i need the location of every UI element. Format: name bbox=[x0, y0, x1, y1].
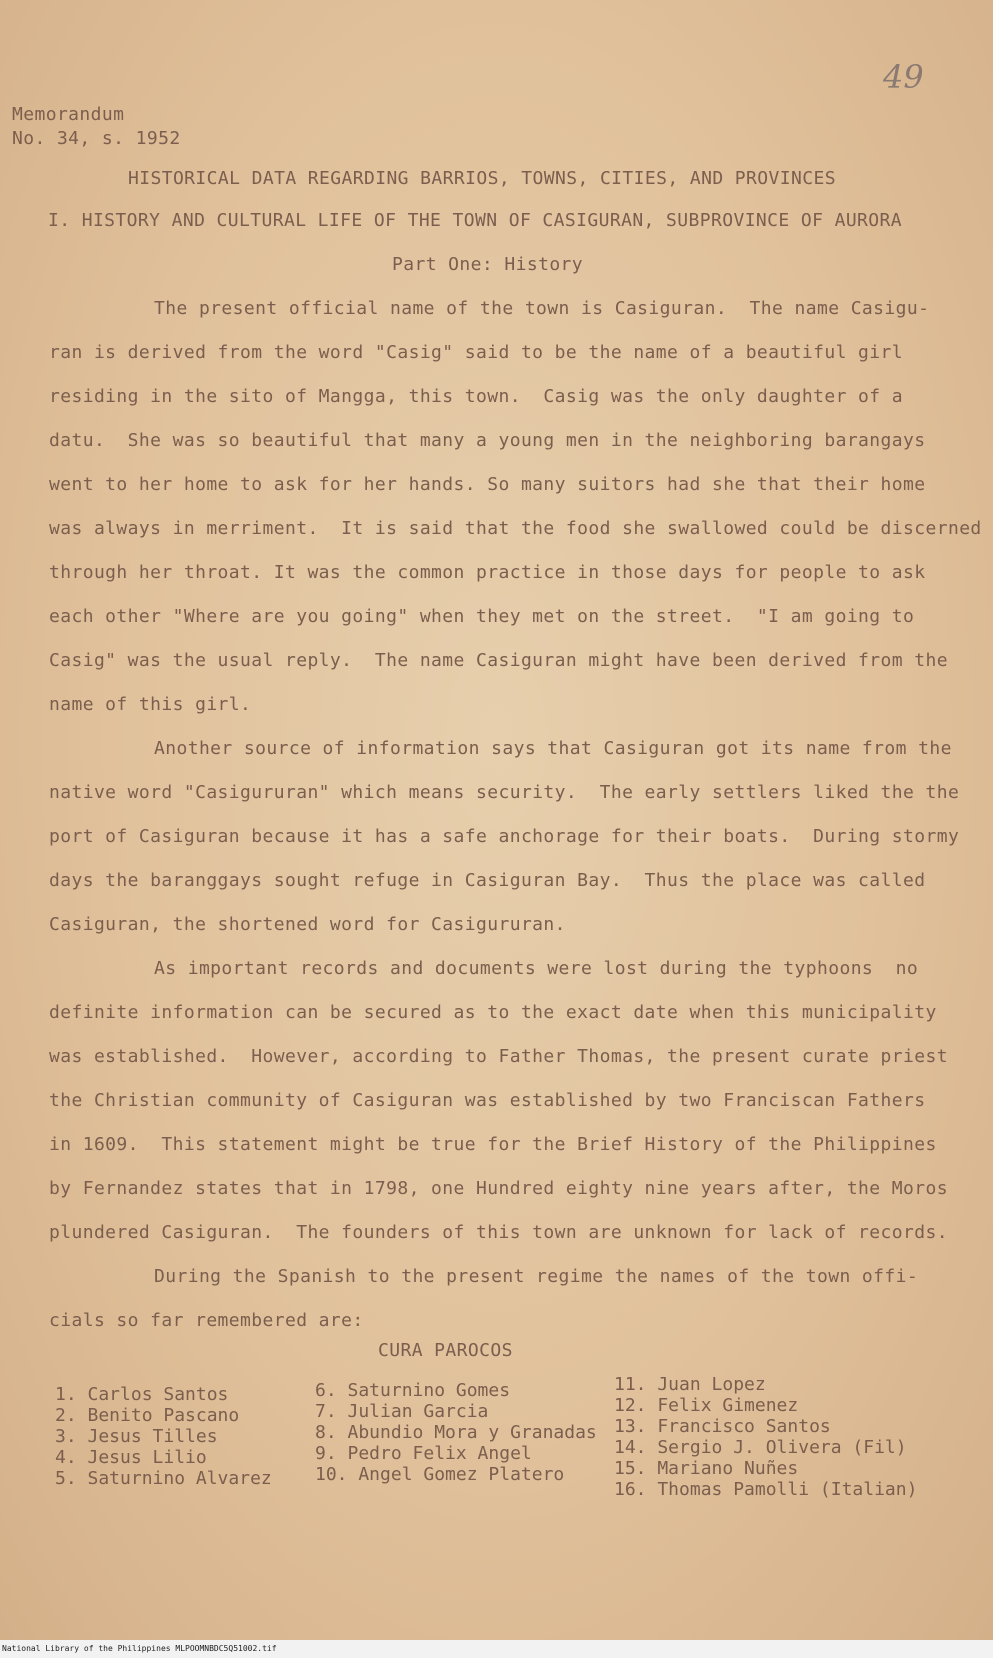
page-number: 49 bbox=[883, 58, 924, 96]
list-item: 3. Jesus Tilles bbox=[55, 1426, 218, 1447]
para2-line4: days the baranggays sought refuge in Casiguran Bay. Thus the place was called bbox=[49, 870, 926, 891]
para2-line3: port of Casiguran because it has a safe anchorage for their boats. During stormy bbox=[49, 826, 960, 847]
priest-list-col3 bbox=[614, 1374, 917, 1500]
para2-line1: Another source of information says that Casiguran got its name from the bbox=[154, 738, 952, 759]
list-item: 2. Benito Pascano bbox=[55, 1405, 240, 1426]
para3-line1: As important records and documents were lost during the typhoons no bbox=[154, 958, 919, 979]
list-item: 13. Francisco Santos bbox=[614, 1416, 831, 1437]
para3-line2: definite information can be secured as to the exact date when this municipality bbox=[49, 1002, 937, 1023]
para2-line5: Casiguran, the shortened word for Casigururan. bbox=[49, 914, 566, 935]
para3-line6: by Fernandez states that in 1798, one Hundred eighty nine years after, the Moros bbox=[49, 1178, 948, 1199]
para1-line8: each other "Where are you going" when they met on the street. "I am going to bbox=[49, 606, 915, 627]
list-item: 1. Carlos Santos bbox=[55, 1384, 229, 1405]
para3-line3: was established. However, according to Father Thomas, the present curate priest bbox=[49, 1046, 948, 1067]
para1-line9: Casig" was the usual reply. The name Casiguran might have been derived from the bbox=[49, 650, 948, 671]
para3-line5: in 1609. This statement might be true for the Brief History of the Philippines bbox=[49, 1134, 937, 1155]
para1-line6: was always in merriment. It is said that the food she swallowed could be discerned bbox=[49, 518, 982, 539]
para1-line7: through her throat. It was the common practice in those days for people to ask bbox=[49, 562, 926, 583]
para3-line7: plundered Casiguran. The founders of this town are unknown for lack of records. bbox=[49, 1222, 948, 1243]
list-item: 14. Sergio J. Olivera (Fil) bbox=[614, 1437, 907, 1458]
para1-line5: went to her home to ask for her hands. So many suitors had she that their home bbox=[49, 474, 926, 495]
para1-line4: datu. She was so beautiful that many a young men in the neighboring barangays bbox=[49, 430, 926, 451]
memo-label: Memorandum bbox=[12, 104, 125, 125]
para1-line3: residing in the sito of Mangga, this town. Casig was the only daughter of a bbox=[49, 386, 904, 407]
para1-line1: The present official name of the town is Casiguran. The name Casigu- bbox=[154, 298, 930, 319]
para4-line2: cials so far remembered are: bbox=[49, 1310, 364, 1331]
para2-line2: native word "Casigururan" which means security. The early settlers liked the the bbox=[49, 782, 960, 803]
para4-line1: During the Spanish to the present regime the names of the town offi- bbox=[154, 1266, 919, 1287]
list-item: 7. Julian Garcia bbox=[315, 1401, 489, 1422]
list-item: 8. Abundio Mora y Granadas bbox=[315, 1422, 597, 1443]
list-item: 4. Jesus Lilio bbox=[55, 1447, 207, 1468]
list-item: 9. Pedro Felix Angel bbox=[315, 1443, 532, 1464]
part-title: Part One: History bbox=[392, 254, 584, 275]
scan-footer: National Library of the Philippines MLPOOMNBDC5Q51002.tif bbox=[0, 1640, 993, 1658]
list-item: 15. Mariano Nuñes bbox=[614, 1458, 799, 1479]
list-item: 12. Felix Gimenez bbox=[614, 1395, 799, 1416]
para1-line10: name of this girl. bbox=[49, 694, 252, 715]
main-heading: HISTORICAL DATA REGARDING BARRIOS, TOWNS, CITIES, AND PROVINCES bbox=[128, 168, 836, 189]
priest-list-col2 bbox=[315, 1380, 597, 1485]
para1-line2: ran is derived from the word "Casig" said to be the name of a beautiful girl bbox=[49, 342, 904, 363]
para3-line4: the Christian community of Casiguran was established by two Franciscan Fathers bbox=[49, 1090, 926, 1111]
section-title: I. HISTORY AND CULTURAL LIFE OF THE TOWN OF CASIGURAN, SUBPROVINCE OF AURORA bbox=[48, 210, 903, 231]
list-item: 10. Angel Gomez Platero bbox=[315, 1464, 565, 1485]
list-title: CURA PAROCOS bbox=[378, 1340, 513, 1361]
list-item: 11. Juan Lopez bbox=[614, 1374, 766, 1395]
list-item: 16. Thomas Pamolli (Italian) bbox=[614, 1479, 918, 1500]
list-item: 5. Saturnino Alvarez bbox=[55, 1468, 272, 1489]
list-item: 6. Saturnino Gomes bbox=[315, 1380, 511, 1401]
priest-list-col1 bbox=[55, 1384, 272, 1489]
memo-number: No. 34, s. 1952 bbox=[12, 128, 181, 149]
